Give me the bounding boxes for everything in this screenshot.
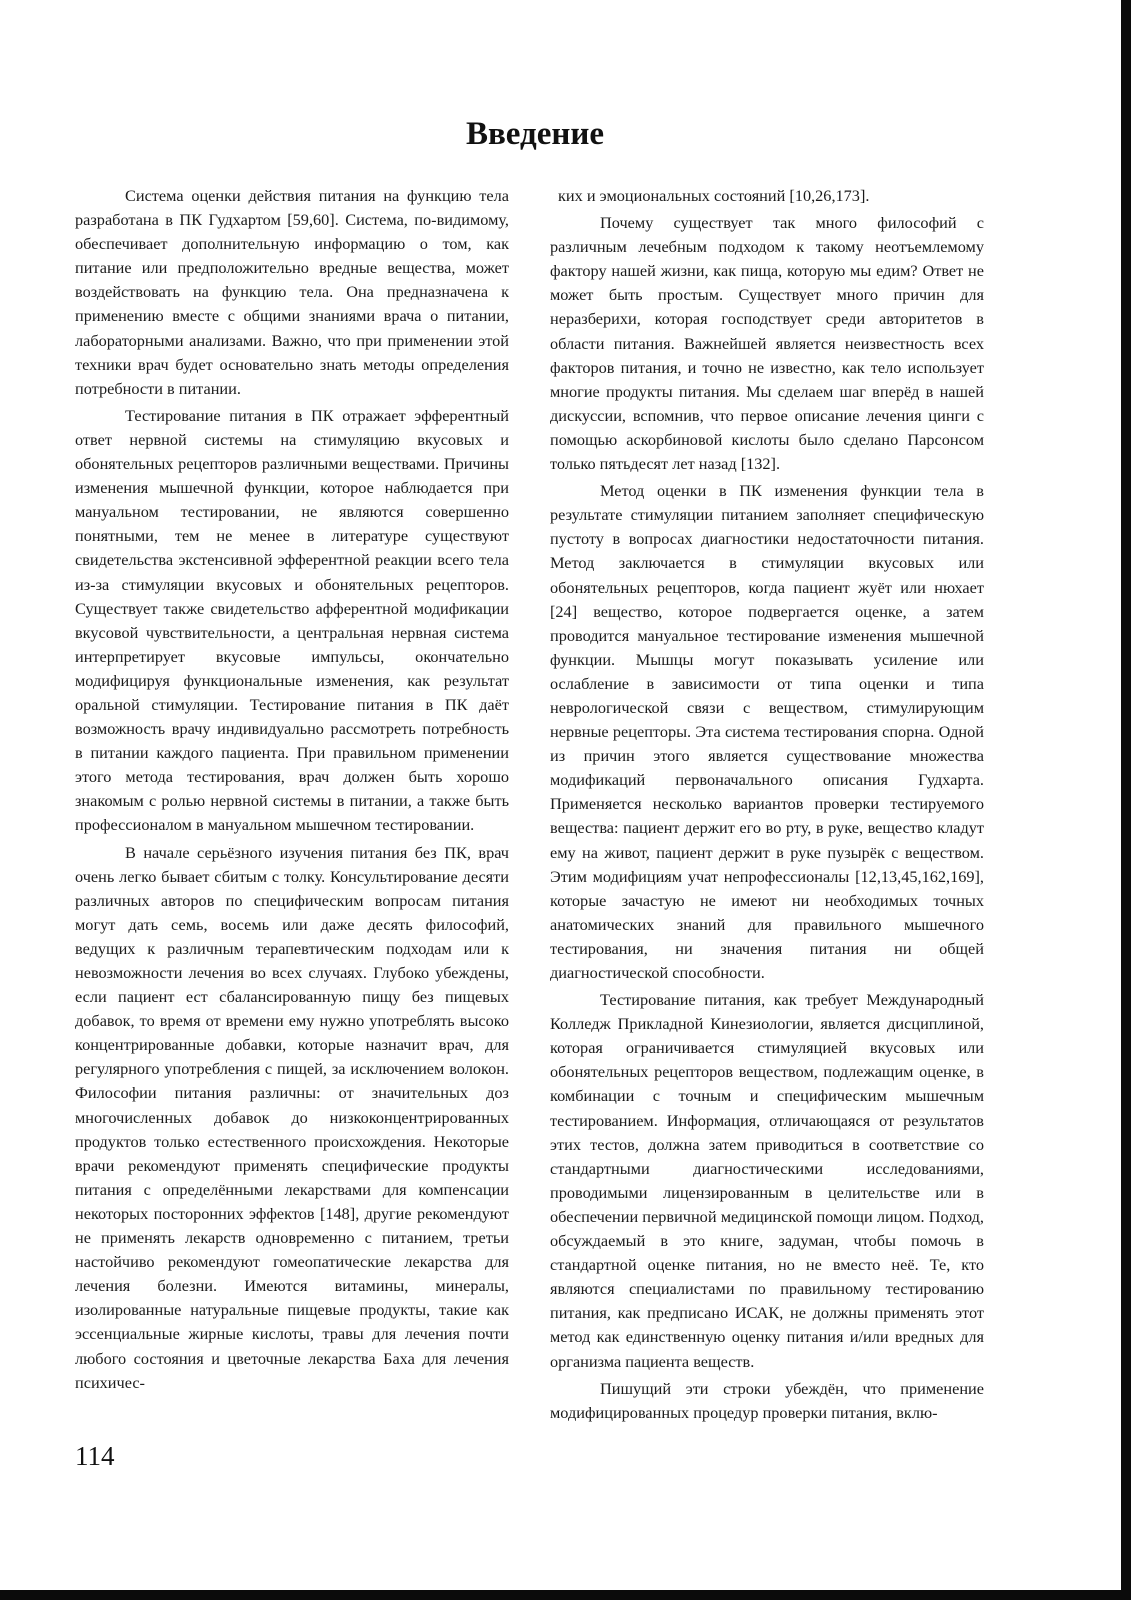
- paragraph: Система оценки действия питания на функцию тела разработана в ПК Гудхартом [59,60]. Система, по-видимому, обеспечивает дополнительную информацию о том, как питание или предположительно вредные вещества, может воздействовать на функцию тела. Она предназначена к применению вместе с общими знаниями врача о питании, лабораторными анализами. Важно, что при применении этой техники врач будет основательно знать методы определения потребности в питании.: [75, 186, 509, 398]
- left-column: [75, 184, 509, 1398]
- paragraph: Пишущий эти строки убеждён, что применение модифицированных процедур проверки питания, вклю-: [550, 1378, 984, 1422]
- page-number: 114: [75, 1441, 115, 1471]
- right-column: [550, 184, 984, 1428]
- paragraph: В начале серьёзного изучения питания без ПК, врач очень легко бывает сбитым с толку. Консультирование десяти различных авторов по специфическим вопросам питания могут дать семь, восемь или даже десять философий, ведущих к различным терапевтическим подходам или к невозможности лечения во всех случаях. Глубоко убеждены, если пациент ест сбалансированную пищу без пищевых добавок, то время от времени ему нужно употреблять высоко концентрированные добавки, которые назначит врач, для регулярного употребления с пищей, за исключением волокон. Философии питания различны: от значительных доз многочисленных добавок до низкоконцентрированных продуктов только естественного происхождения. Некоторые врачи рекомендуют применять специфические продукты питания с определёнными лекарствами для компенсации некоторых посторонних эффектов [148], другие рекомендуют не применять лекарств одновременно с питанием, третьи настойчиво рекомендуют гомеопатические лекарства для лечения болезни. Имеются витамины, минералы, изолированные натуральные пищевые продукты, такие как эссенциальные жирные кислоты, травы для лечения почти любого состояния и цветочные лекарства Баха для лечения психичес-: [75, 842, 509, 1392]
- paragraph: Метод оценки в ПК изменения функции тела в результате стимуляции питанием заполняет специфическую пустоту в вопросах диагностики недостаточности питания. Метод заключается в стимуляции вкусовых или обонятельных рецепторов, когда пациент жуёт или нюхает [24] вещество, которое подвергается оценке, а затем проводится мануальное тестирование изменения мышечной функции. Мышцы могут показывать усиление или ослабление в зависимости от типа оценки и типа неврологической связи с веществом, стимулирующим нервные рецепторы. Эта система тестирования спорна. Одной из причин этого является существование множества модификаций первоначального описания Гудхарта. Применяется несколько вариантов проверки тестируемого вещества: пациент держит его во рту, в руке, вещество кладут ему на живот, пациент держит в руке пузырёк с веществом. Этим модифициям учат непрофессионалы [12,13,45,162,169], которые зачастую не имеют ни необходимых точных анатомических знаний для правильного мышечного тестирования, ни значения питания ни общей диагностической способности.: [550, 481, 984, 982]
- scan-border-bottom: [0, 1590, 1131, 1600]
- paragraph: Тестирование питания, как требует Международный Колледж Прикладной Кинезиологии, является дисциплиной, которая ограничивается стимуляцией вкусовых или обонятельных рецепторов веществом, подлежащим оценке, в комбинации с точным и специфическим мышечным тестированием. Информация, отличающаяся от результатов этих тестов, должна затем приводиться в соответствие со стандартными диагностическими исследованиями, проводимыми лицензированным в целительстве или в обеспечении первичной медицинской помощи лицом. Подход, обсуждаемый в это книге, задуман, чтобы помочь в стандартной оценке питания, но не вместо неё. Те, кто являются специалистами по правильному тестированию питания, как предписано ИСАК, не должны применять этот метод как единственную оценку питания и/или вредных для организма пациента веществ.: [550, 990, 984, 1371]
- paragraph: Почему существует так много философий с различным лечебным подходом к такому неотъемлемому фактору нашей жизни, как пища, которую мы едим? Ответ не может быть простым. Существует много причин для неразберихи, которая господствует среди авторитетов в области питания. Важнейшей является неизвестность всех факторов питания, и точно не известно, как тело использует многие продукты питания. Мы сделаем шаг вперёд в нашей дискуссии, вспомнив, что первое описание лечения цинги с помощью аскорбиновой кислоты было сделано Парсонсом только пятьдесят лет назад [132].: [550, 213, 984, 474]
- paragraph-continuation: ких и эмоциональных состояний [10,26,173].: [558, 186, 870, 205]
- page-title: Введение: [465, 116, 605, 152]
- scan-border-right: [1121, 0, 1131, 1600]
- paragraph: Тестирование питания в ПК отражает эфферентный ответ нервной системы на стимуляцию вкусовых и обонятельных рецепторов различными веществами. Причины изменения мышечной функции, которое наблюдается при мануальном тестировании, не являются совершенно понятными, тем не менее в литературе существуют свидетельства экстенсивной эфферентной реакции всего тела из-за стимуляции вкусовых и обонятельных рецепторов. Существует также свидетельство афферентной модификации вкусовой чувствительности, а центральная нервная система интерпретирует вкусовые импульсы, окончательно модифицируя функциональные изменения, как результат оральной стимуляции. Тестирование питания в ПК даёт возможность врачу индивидуально рассмотреть потребность в питании каждого пациента. При правильном применении этого метода тестирования, врач должен быть хорошо знакомым с ролью нервной системы в питании, а также быть профессионалом в мануальном мышечном тестировании.: [75, 405, 509, 835]
